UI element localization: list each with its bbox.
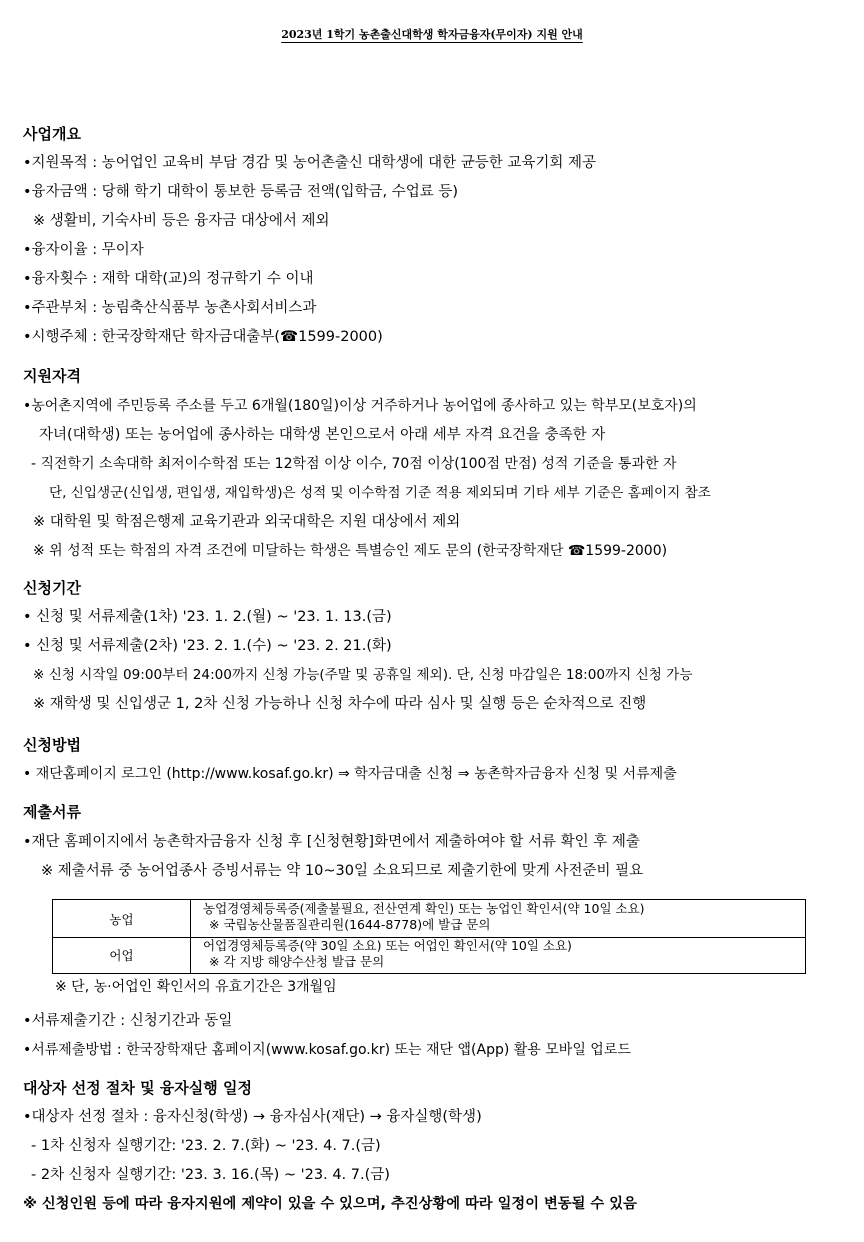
period-round-1: • 신청 및 서류제출(1차) '23. 1. 2.(월) ~ '23. 1. 13.(금): [23, 609, 392, 625]
method-heading: 신청방법: [23, 736, 81, 754]
period-note-1: ※ 신청 시작일 09:00부터 24:00까지 신청 가능(주말 및 공휴일 제외). 단, 신청 마감일은 18:00까지 신청 가능: [33, 667, 693, 683]
overview-purpose: •지원목적 : 농어업인 교육비 부담 경감 및 농어촌출신 대학생에 대한 균등한 교육기회 제공: [23, 155, 596, 171]
table-desc-farming: 농업경영체등록증(제출불필요, 전산연계 확인) 또는 농업인 확인서(약 10일 소요): [203, 901, 645, 916]
documents-submit-period: •서류제출기간 : 신청기간과 동일: [23, 1013, 233, 1029]
overview-agency: •시행주체 : 한국장학재단 학자금대출부(☎1599-2000): [23, 329, 383, 345]
method-text: • 재단홈페이지 로그인 (http://www.kosaf.go.kr) ⇒ 학자금대출 신청 ⇒ 농촌학자금융자 신청 및 서류제출: [23, 766, 677, 782]
selection-heading: 대상자 선정 절차 및 융자실행 일정: [23, 1079, 252, 1097]
period-heading: 신청기간: [23, 579, 81, 597]
eligibility-note-1: ※ 대학원 및 학점은행제 교육기관과 외국대학은 지원 대상에서 제외: [33, 514, 461, 530]
eligibility-note-2: ※ 위 성적 또는 학점의 자격 조건에 미달하는 학생은 특별승인 제도 문의 (한국장학재단 ☎1599-2000): [33, 543, 668, 559]
period-round-2: • 신청 및 서류제출(2차) '23. 2. 1.(수) ~ '23. 2. 21.(화): [23, 638, 392, 654]
page-title: 2023년 1학기 농촌출신대학생 학자금융자(무이자) 지원 안내: [281, 28, 583, 41]
table-note-farming: ※ 국립농산물품질관리원(1644-8778)에 발급 문의: [209, 917, 491, 932]
documents-submit-method: •서류제출방법 : 한국장학재단 홈페이지(www.kosaf.go.kr) 또는 재단 앱(App) 활용 모바일 업로드: [23, 1042, 631, 1058]
selection-final-note: ※ 신청인원 등에 따라 융자지원에 제약이 있을 수 있으며, 추진상황에 따라 일정이 변동될 수 있음: [23, 1196, 637, 1212]
documents-table: [52, 899, 806, 974]
table-desc-fishery: 어업경영체등록증(약 30일 소요) 또는 어업인 확인서(약 10일 소요): [203, 938, 572, 953]
eligibility-detail-2: 단, 신입생군(신입생, 편입생, 재입학생)은 성적 및 이수학점 기준 적용 제외되며 기타 세부 기준은 홈페이지 참조: [49, 485, 711, 501]
period-note-2: ※ 재학생 및 신입생군 1, 2차 신청 가능하나 신청 차수에 따라 심사 및 실행 등은 순차적으로 진행: [33, 696, 647, 712]
overview-ministry: •주관부처 : 농림축산식품부 농촌사회서비스과: [23, 300, 317, 316]
documents-main: •재단 홈페이지에서 농촌학자금융자 신청 후 [신청현황]화면에서 제출하여야 할 서류 확인 후 제출: [23, 834, 640, 850]
eligibility-heading: 지원자격: [23, 367, 81, 385]
table-row: [53, 937, 805, 973]
selection-procedure: •대상자 선정 절차 : 융자신청(학생) → 융자심사(재단) → 융자실행(학생): [23, 1109, 482, 1125]
table-category-fishery: 어업: [53, 937, 191, 973]
documents-validity-note: ※ 단, 농·어업인 확인서의 유효기간은 3개월임: [55, 979, 337, 995]
table-row: [53, 900, 805, 938]
table-note-fishery: ※ 각 지방 해양수산청 발급 문의: [209, 954, 385, 969]
table-category-farming: 농업: [53, 900, 191, 937]
overview-amount: •융자금액 : 당해 학기 대학이 통보한 등록금 전액(입학금, 수업료 등): [23, 184, 459, 200]
eligibility-main-2: 자녀(대학생) 또는 농어업에 종사하는 대학생 본인으로서 아래 세부 자격 요건을 충족한 자: [39, 427, 606, 443]
documents-heading: 제출서류: [23, 803, 81, 821]
overview-count: •융자횟수 : 재학 대학(교)의 정규학기 수 이내: [23, 271, 314, 287]
overview-rate: •융자이율 : 무이자: [23, 242, 144, 258]
table-cell-farming: [203, 901, 645, 933]
eligibility-main-1: •농어촌지역에 주민등록 주소를 두고 6개월(180일)이상 거주하거나 농어업에 종사하고 있는 학부모(보호자)의: [23, 398, 697, 414]
overview-heading: 사업개요: [23, 125, 81, 143]
documents-note: ※ 제출서류 중 농어업종사 증빙서류는 약 10~30일 소요되므로 제출기한에 맞게 사전준비 필요: [41, 863, 644, 879]
eligibility-detail-1: - 직전학기 소속대학 최저이수학점 또는 12학점 이상 이수, 70점 이상(100점 만점) 성적 기준을 통과한 자: [31, 456, 677, 472]
selection-round-1: - 1차 신청자 실행기간: '23. 2. 7.(화) ~ '23. 4. 7.(금): [31, 1138, 381, 1154]
overview-amount-note: ※ 생활비, 기숙사비 등은 융자금 대상에서 제외: [33, 213, 330, 229]
table-cell-fishery: [203, 938, 572, 970]
selection-round-2: - 2차 신청자 실행기간: '23. 3. 16.(목) ~ '23. 4. 7.(금): [31, 1167, 390, 1183]
